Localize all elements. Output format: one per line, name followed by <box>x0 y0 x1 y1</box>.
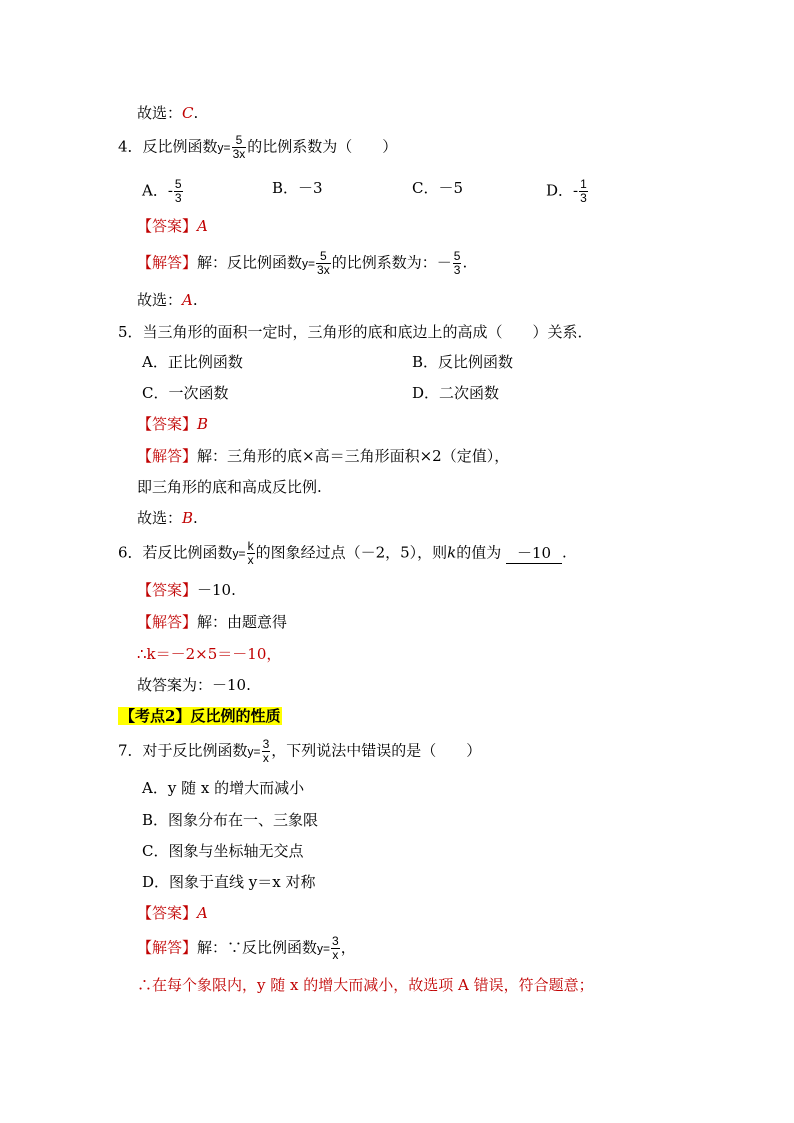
q7-option-b: B．图象分布在一、三象限 <box>142 811 319 829</box>
q4-option-d: D．- $\frac{1}{3}$ <box>546 177 587 205</box>
q6-stem: 6．若反比例函数y= $\frac{k}{x}$ 的图象经过点（－2，5），则k的值为 －10 . <box>118 539 567 567</box>
q4-answer: 【答案】A <box>137 217 208 235</box>
q5-pick: 故选：B. <box>137 509 198 527</box>
q4-option-a: A．- $\frac{5}{3}$ <box>142 177 182 205</box>
prev-choice-line: 故选：C. <box>137 104 199 122</box>
q7-solution: 【解答】解：∵反比例函数y= $\frac{3}{x}$ ， <box>137 934 356 962</box>
q7-answer: 【答案】A <box>137 904 208 922</box>
q6-solution: 【解答】解：由题意得 <box>137 613 288 631</box>
q5-solution: 【解答】解：三角形的底×高＝三角形面积×2（定值）， <box>137 447 510 465</box>
prev-choice-letter: C <box>182 104 194 122</box>
q5-option-a: A．正比例函数 <box>142 353 243 371</box>
q5-answer: 【答案】B <box>137 415 209 433</box>
q5-solution-2: 即三角形的底和高成反比例. <box>137 478 322 496</box>
q7-last-line: ∴在每个象限内，y 随 x 的增大而减小，故选项 A 错误，符合题意； <box>137 976 594 994</box>
q5-option-d: D．二次函数 <box>412 384 500 402</box>
q7-option-d: D．图象于直线 y＝x 对称 <box>142 873 316 891</box>
q4-pick: 故选：A. <box>137 291 198 309</box>
q7-stem: 7．对于反比例函数y= $\frac{3}{x}$ ，下列说法中错误的是（ ） <box>118 737 482 765</box>
q4-solution: 【解答】解：反比例函数y= $\frac{5}{3x}$ 的比例系数为：－ $\frac{5}{3}$ . <box>137 249 468 277</box>
q7-option-a: A．y 随 x 的增大而减小 <box>142 779 305 797</box>
q4-fraction: $\frac{5}{3x}$ <box>232 133 246 161</box>
q6-calc: ∴k＝－2×5＝－10， <box>137 645 282 663</box>
q5-option-c: C．一次函数 <box>142 384 229 402</box>
q5-stem: 5．当三角形的面积一定时，三角形的底和底边上的高成（ ）关系． <box>118 323 593 341</box>
q4-option-c: C．－5 <box>412 179 464 197</box>
section-header: 【考点2】反比例的性质 <box>120 707 281 725</box>
q4-option-b: B．－3 <box>272 179 323 197</box>
q7-option-c: C．图象与坐标轴无交点 <box>142 842 304 860</box>
q6-answer-blank: －10 <box>506 543 562 564</box>
q6-answer: 【答案】－10. <box>137 581 236 599</box>
q4-stem: 4．反比例函数y= $\frac{5}{3x}$ 的比例系数为（ ） <box>118 133 398 161</box>
q6-final: 故答案为：－10. <box>137 676 251 694</box>
q5-option-b: B．反比例函数 <box>412 353 514 371</box>
